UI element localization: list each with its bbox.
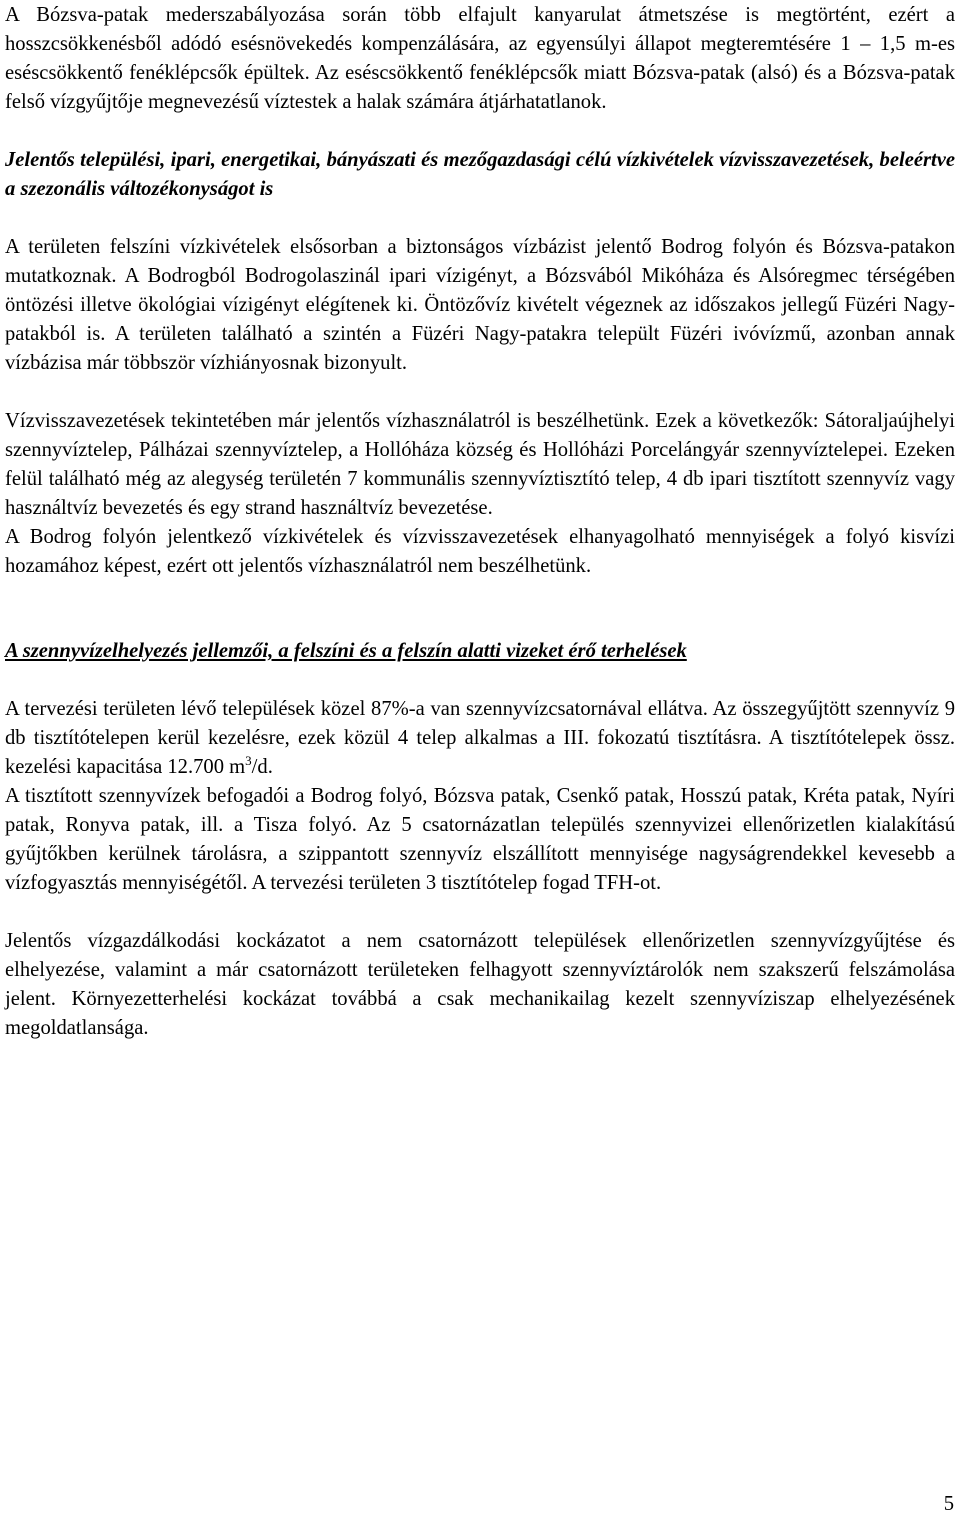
section-heading-withdrawals: Jelentős települési, ipari, energetikai, bányászati és mezőgazdasági célú vízkivételek vízvisszavezetések, beleértve a szezonális változékonyságot is bbox=[5, 149, 955, 200]
paragraph-withdrawals: A területen felszíni vízkivételek elsősorban a biztonságos vízbázist jelentő Bodrog folyón és Bózsva-patakon mutatkoznak. A Bodrogból Bodrogolaszinál ipari vízigényt, a Bózsvából Mikóháza és Alsóregmec térségében öntözési illetve ökológiai vízigényt elégítenek ki. Öntözővíz kivételt végeznek az időszakos jellegű Füzéri Nagy-patakból is. A területen található a szintén a Füzéri Nagy-patakra települt Füzéri ivóvízmű, azonban annak vízbázisa már többször vízhiányosnak bizonyult. bbox=[5, 236, 955, 374]
paragraph-intro: A Bózsva-patak mederszabályozása során több elfajult kanyarulat átmetszése is megtörtént, ezért a hosszcsökkenésből adódó esésnövekedés kompenzálására, az egyensúlyi állapot megteremtésére 1 – 1,5 m-es eséscsökkentő fenéklépcsők épültek. Az eséscsökkentő fenéklépcsők miatt Bózsva-patak (alsó) és a Bózsva-patak felső vízgyűjtője megnevezésű víztestek a halak számára átjárhatatlanok. bbox=[5, 4, 955, 113]
section-heading-wastewater: A szennyvízelhelyezés jellemzői, a felszíni és a felszín alatti vizeket érő terhelések bbox=[5, 640, 687, 662]
paragraph-risk: Jelentős vízgazdálkodási kockázatot a nem csatornázott települések ellenőrizetlen szennyvízgyűjtése és elhelyezése, valamint a már csatornázott területeken felhagyott szennyvíztárolók nem szakszerű felszámolása jelent. Környezetterhelési kockázat továbbá a csak mechanikailag kezelt szennyvíziszap elhelyezésének megoldatlansága. bbox=[5, 930, 955, 1039]
page-number: 5 bbox=[943, 1493, 954, 1515]
sewer-text: A tervezési területen lévő települések közel 87%-a van szennyvízcsatornával ellátva. Az összegyűjtött szennyvíz 9 db tisztítótelepen kerül kezelésre, ezek közül 4 telep alkalmas a III. fokozatú tisztításra. A tisztítótelepek össz. kezelési kapacitása 12.700 m bbox=[5, 698, 955, 778]
sewer-unit: /d. bbox=[251, 756, 273, 778]
paragraph-bodrog: A Bodrog folyón jelentkező vízkivételek és vízvisszavezetések elhanyagolható mennyiségek a folyó kisvízi hozamához képest, ezért ott jelentős vízhasználatról nem beszélhetünk. bbox=[5, 526, 955, 577]
paragraph-receivers: A tisztított szennyvízek befogadói a Bodrog folyó, Bózsva patak, Csenkő patak, Hosszú patak, Kréta patak, Nyíri patak, Ronyva patak, ill. a Tisza folyó. Az 5 csatornázatlan település szennyvizei ellenőrizetlen kialakítású gyűjtőkben kerülnek tárolásra, a szippantott szennyvíz elszállított mennyisége nagyságrendekkel kevesebb a vízfogyasztás mennyiségétől. A tervezési területen 3 tisztítótelep fogad TFH-ot. bbox=[5, 785, 955, 894]
paragraph-returns: Vízvisszavezetések tekintetében már jelentős vízhasználatról is beszélhetünk. Ezek a következők: Sátoraljaújhelyi szennyvíztelep, Pálházai szennyvíztelep, a Hollóháza község és Hollóházi Porcelángyár szennyvíztelepei. Ezeken felül található még az alegység területén 7 kommunális szennyvíztisztító telep, 4 db ipari tisztított szennyvíz vagy használtvíz bevezetés és egy strand használtvíz bevezetése. bbox=[5, 410, 955, 519]
cubic-superscript: 3 bbox=[245, 753, 252, 768]
document-page bbox=[5, 0, 955, 1043]
paragraph-sewer-coverage bbox=[5, 695, 955, 782]
